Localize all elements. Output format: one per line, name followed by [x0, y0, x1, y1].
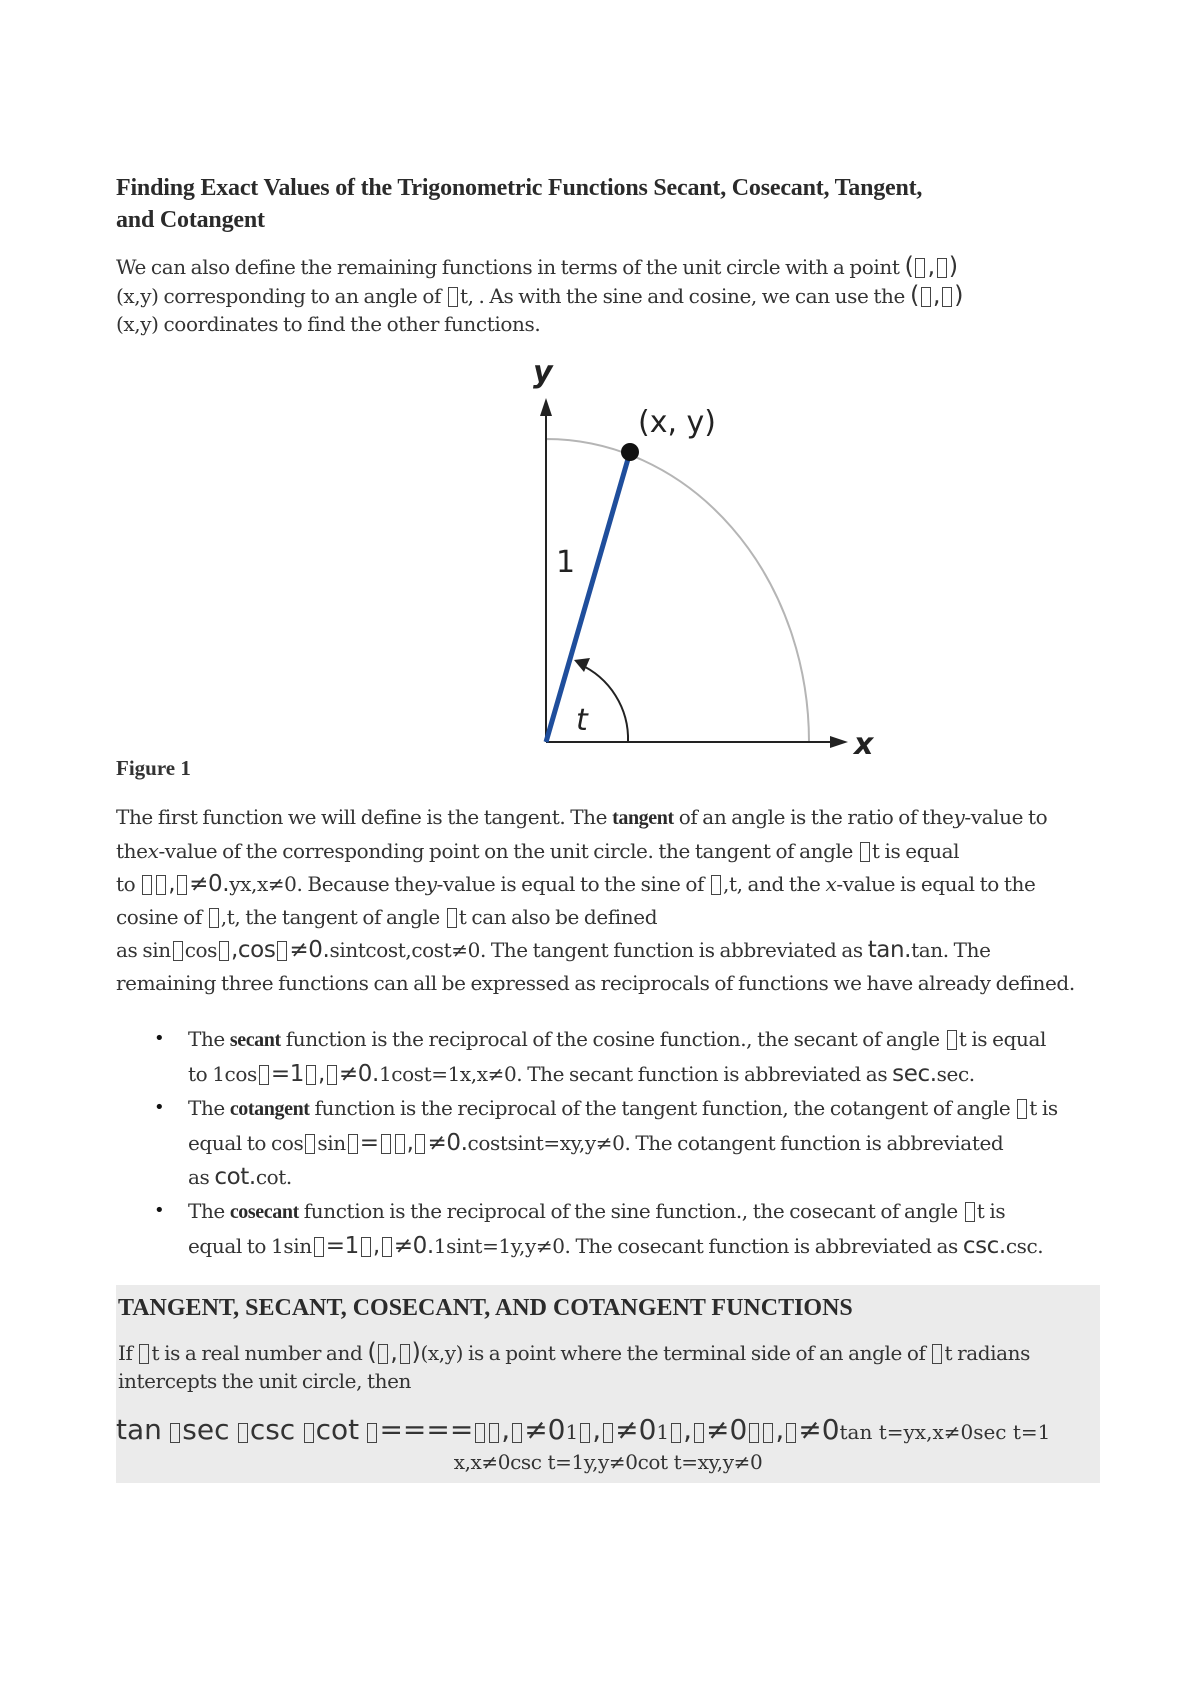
- list-item-secant: • The secant function is the reciprocal of the cosine function., the secant of angle t is equal to 1cos =1 , ≠0.1cost=1x,x≠0. The secant function is abbreviated as sec.sec.: [116, 1022, 1096, 1091]
- formula-continuation: x,x≠0csc t=1y,y≠0cot t=xy,y≠0: [453, 1450, 763, 1474]
- math-paren: ( , ): [909, 281, 964, 309]
- section-title: [116, 172, 1096, 236]
- unit-circle-diagram: [416, 352, 874, 762]
- term-tangent: tangent: [612, 807, 674, 829]
- callout-heading: TANGENT, SECANT, COSECANT, AND COTANGENT FUNCTIONS: [118, 1295, 853, 1321]
- term-cosecant: cosecant: [229, 1201, 299, 1223]
- intro-text: t, . As with the sine and cosine, we can use the: [459, 284, 905, 308]
- y-axis-arrow: [540, 398, 552, 416]
- list-item-cosecant: • The cosecant function is the reciprocal of the sine function., the cosecant of angle t is equal to 1sin =1 , ≠0.1sint=1y,y≠0. The cosecant function is abbreviated as csc.csc.: [116, 1194, 1096, 1263]
- figure-caption: Figure 1: [116, 756, 191, 780]
- missing-glyph-icon: [448, 287, 458, 307]
- title-line-1: Finding Exact Values of the Trigonometric Functions Secant, Cosecant, Tangent,: [116, 175, 923, 201]
- tangent-paragraph: The first function we will define is the tangent. The tangent of an angle is the ratio of they-value to thex-value of the corresponding point on the unit circle. the tangent of angle t is equal to , ≠0.yx,x≠0. Because they-value is equal to the sine of ,t, and the x-value is equal to the cosine of ,t, the tangent of angle t can also be defined as sin cos ,cos ≠0.sintcost,cost≠0. The tangent function is abbreviated as tan.tan. The remaining three functions can all be expressed as reciprocals of functions we have already defined.: [116, 805, 1075, 995]
- point-label: (x, y): [638, 405, 716, 440]
- angle-arc-arrow: [574, 658, 590, 672]
- term-secant: secant: [229, 1029, 281, 1051]
- point-xy: [621, 443, 639, 461]
- y-axis-label: y: [533, 355, 553, 390]
- document-page: [116, 172, 1096, 1483]
- unit-circle-figure: [416, 352, 874, 762]
- intro-paragraph: [116, 252, 1096, 338]
- term-cotangent: cotangent: [229, 1098, 310, 1120]
- angle-label: t: [576, 703, 588, 738]
- callout-text: If t is a real number and ( , )(x,y) is a point where the terminal side of an angle of t radians intercepts the unit circle, then: [118, 1338, 1031, 1393]
- intro-text: We can also define the remaining functions in terms of the unit circle with a point: [116, 255, 900, 279]
- unit-circle-arc: [546, 439, 809, 742]
- list-item-cotangent: • The cotangent function is the reciprocal of the tangent function, the cotangent of angle t is equal to cos sin = , ≠0.costsint=xy,y≠0. The cotangent function is abbreviated as cot.cot.: [116, 1091, 1096, 1194]
- radius-label: 1: [556, 545, 576, 580]
- intro-text: (x,y) corresponding to an angle of: [116, 284, 441, 308]
- reciprocal-functions-list: [116, 1022, 1096, 1263]
- formula-block: tan sec csc cot ==== , ≠01 , ≠01 , ≠0 , ≠0tan t=yx,x≠0sec t=1: [116, 1413, 1051, 1446]
- math-paren: ( , ): [904, 252, 958, 280]
- x-axis-arrow: [830, 736, 848, 748]
- intro-text: (x,y) coordinates to find the other functions.: [116, 312, 541, 336]
- x-axis-label: x: [854, 727, 874, 762]
- definition-callout: [116, 1285, 1100, 1483]
- title-line-2: and Cotangent: [116, 207, 265, 233]
